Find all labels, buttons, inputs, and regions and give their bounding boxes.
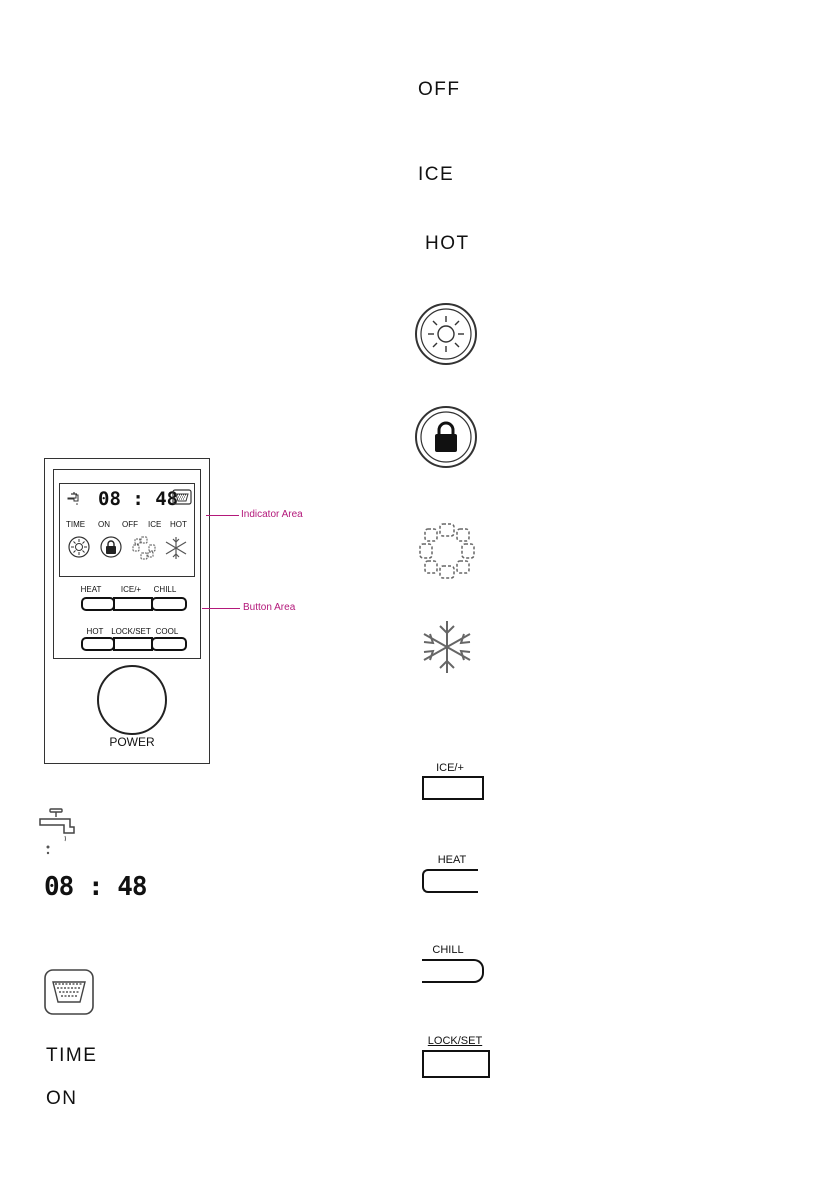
legend-lock-set-button[interactable] [422,1050,490,1078]
label-on: ON [98,520,110,529]
btn-label-ice-plus: ICE/+ [120,585,142,594]
label-hot: HOT [170,520,187,529]
legend-heat-button[interactable] [422,869,478,893]
legend-ice-plus-button[interactable] [422,776,484,800]
sun-icon [414,302,478,366]
legend-heat-label: HEAT [437,854,467,866]
faucet-icon [36,803,86,857]
snowflake-icon [418,618,476,676]
indicator-area-line [206,515,239,516]
ice-cubes-icon [418,522,476,580]
btn-label-chill: CHILL [153,585,177,594]
lock-set-button[interactable] [113,637,153,651]
lock-icon [414,405,478,469]
legend-clock: 08 : 48 [44,872,147,902]
power-label: POWER [109,735,155,749]
indicator-screen [59,483,195,577]
label-ice: ICE [148,520,162,529]
clock-display: 08 : 48 [98,488,179,510]
power-button[interactable] [97,665,167,735]
button-area-line [202,608,240,609]
sun-icon [68,536,90,558]
legend-lock-set-label: LOCK/SET [427,1035,483,1047]
legend-time: TIME [46,1045,98,1066]
legend-chill-button[interactable] [422,959,484,983]
button-area-label: Button Area [243,602,296,613]
chill-button[interactable] [151,597,187,611]
legend-hot: HOT [425,233,470,254]
heat-button[interactable] [81,597,115,611]
legend-on: ON [46,1088,78,1109]
indicator-area-label: Indicator Area [241,509,303,520]
label-off: OFF [122,520,138,529]
ice-plus-button[interactable] [113,597,153,611]
ice-bin-icon [172,489,192,505]
snowflake-icon [164,536,188,560]
cool-button[interactable] [151,637,187,651]
faucet-icon [66,490,82,508]
btn-label-lock-set: LOCK/SET [111,627,151,636]
legend-ice: ICE [418,164,455,185]
lock-icon [100,536,122,558]
btn-label-heat: HEAT [80,585,102,594]
label-time: TIME [66,520,86,529]
legend-ice-plus-label: ICE/+ [436,762,464,774]
ice-bin-icon [43,968,95,1016]
ice-cubes-icon [132,536,156,560]
btn-label-cool: COOL [155,627,179,636]
btn-label-hot: HOT [86,627,104,636]
legend-off: OFF [418,79,461,100]
hot-button[interactable] [81,637,115,651]
control-panel [44,458,210,764]
legend-chill-label: CHILL [432,944,464,956]
